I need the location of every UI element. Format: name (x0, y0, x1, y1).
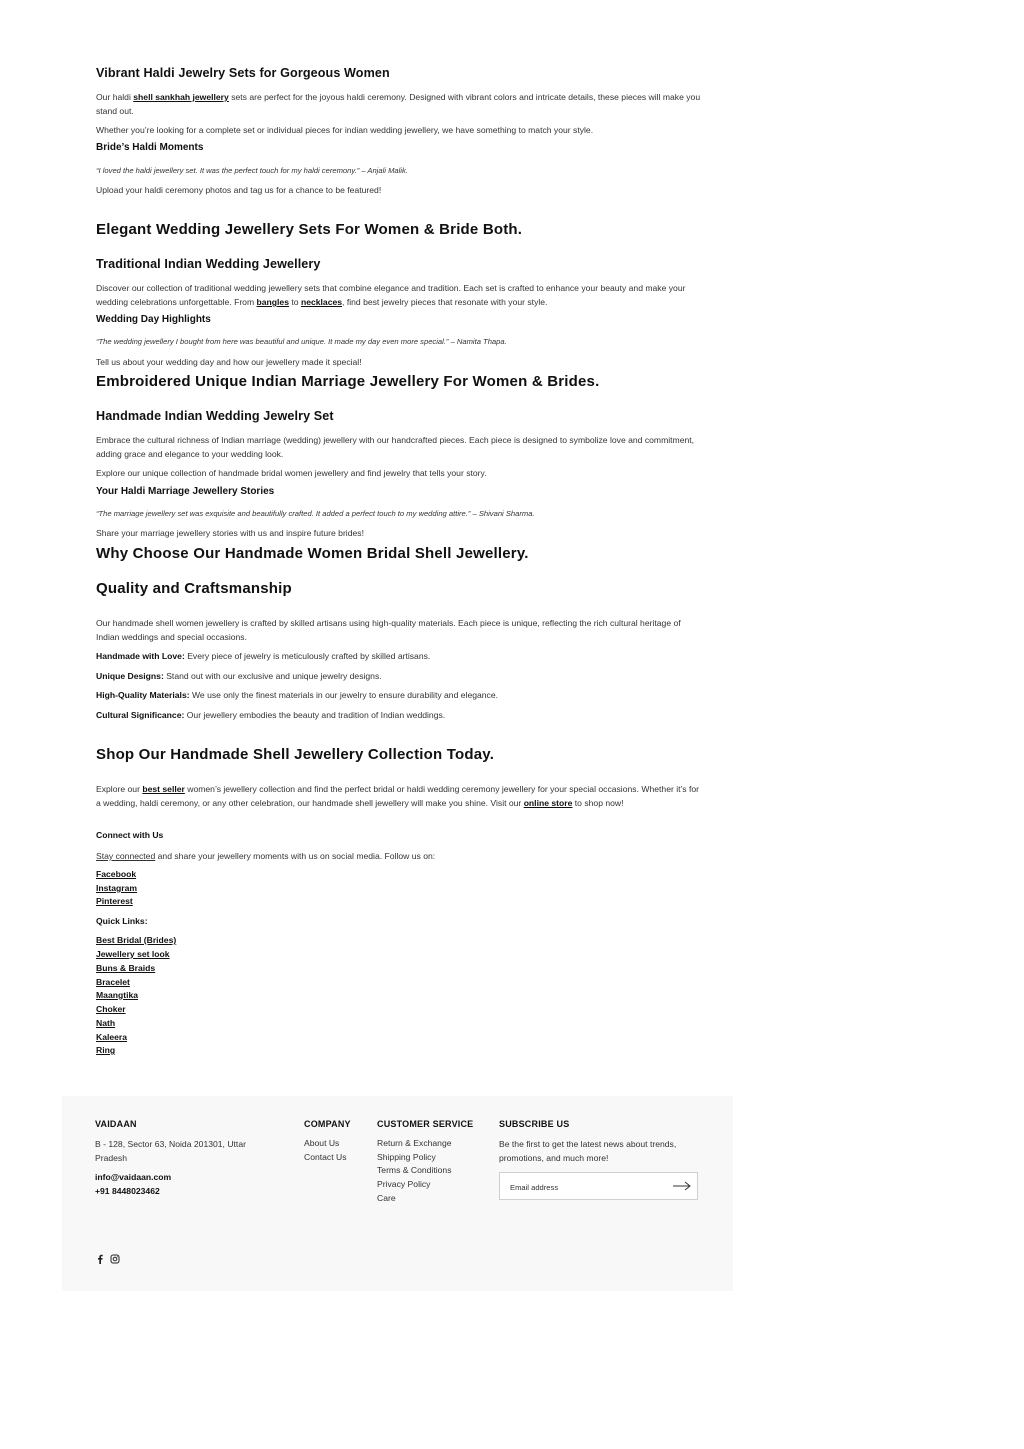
marriage-paragraph-2: Explore our unique collection of handmade bridal women jewellery and find jewelry that tells your story. (96, 468, 487, 478)
facebook-icon[interactable] (96, 1254, 104, 1266)
quick-link-kaleera[interactable]: Kaleera (96, 1032, 128, 1042)
feature-materials: High-Quality Materials: We use only the finest materials in our jewelry to ensure durability and elegance. (96, 690, 499, 700)
wedding-testimonial: “The wedding jewellery I bought from here was beautiful and unique. It made my day even more special.” – Namita Thapa. (96, 337, 507, 346)
footer-customer-service-column (377, 1119, 473, 1206)
instagram-icon[interactable] (110, 1254, 120, 1266)
traditional-wedding-heading: Traditional Indian Wedding Jewellery (96, 257, 321, 271)
footer-care-link[interactable]: Care (377, 1192, 396, 1203)
pinterest-link[interactable]: Pinterest (96, 896, 133, 906)
footer-brand-column (95, 1119, 270, 1198)
footer-shipping-link[interactable]: Shipping Policy (377, 1151, 436, 1162)
section-haldi-title: Vibrant Haldi Jewelry Sets for Gorgeous Women (96, 66, 390, 80)
feature-handmade: Handmade with Love: Every piece of jewelry is meticulously crafted by skilled artisans. (96, 651, 431, 661)
connect-heading: Connect with Us (96, 830, 164, 840)
footer-terms-link[interactable]: Terms & Conditions (377, 1165, 452, 1176)
stay-connected-link[interactable]: Stay connected (96, 851, 156, 861)
newsletter-form (499, 1172, 698, 1200)
brides-haldi-moments-heading: Bride’s Haldi Moments (96, 142, 204, 153)
arrow-right-icon (671, 1179, 693, 1193)
site-footer (62, 1096, 733, 1291)
footer-about-link[interactable]: About Us (304, 1138, 340, 1148)
section-shop-title: Shop Our Handmade Shell Jewellery Collection Today. (96, 746, 495, 763)
quick-link-choker[interactable]: Choker (96, 1004, 126, 1014)
footer-email[interactable]: info@vaidaan.com (95, 1172, 172, 1182)
footer-privacy-link[interactable]: Privacy Policy (377, 1179, 431, 1190)
shell-sankhah-link[interactable]: shell sankhah jewellery (133, 92, 229, 102)
quick-link-ring[interactable]: Ring (96, 1045, 116, 1055)
online-store-link[interactable]: online store (523, 798, 573, 808)
quick-link-buns-braids[interactable]: Buns & Braids (96, 963, 156, 973)
marriage-stories-heading: Your Haldi Marriage Jewellery Stories (96, 486, 275, 497)
section-wedding-title: Elegant Wedding Jewellery Sets For Women & Bride Both. (96, 221, 523, 238)
footer-cs-heading: CUSTOMER SERVICE (377, 1119, 474, 1129)
bangles-link[interactable]: bangles (256, 297, 289, 307)
footer-subscribe-text: Be the first to get the latest news about trends, promotions, and much more! (499, 1139, 677, 1163)
quality-paragraph: Our handmade shell women jewellery is crafted by skilled artisans using high-quality materials. Each piece is unique, reflecting the rich cultural heritage of Indian weddings and special occasions. (96, 618, 681, 642)
handmade-wedding-heading: Handmade Indian Wedding Jewelry Set (96, 409, 334, 423)
newsletter-submit-button[interactable] (671, 1179, 693, 1193)
wedding-cta: Tell us about your wedding day and how our jewellery made it special! (96, 357, 362, 367)
footer-address: B - 128, Sector 63, Noida 201301, Uttar Pradesh (95, 1139, 246, 1163)
quality-craftsmanship-heading: Quality and Craftsmanship (96, 580, 292, 597)
haldi-paragraph-1: Our haldi shell sankhah jewellery sets are perfect for the joyous haldi ceremony. Designed with vibrant colors and intricate details, these pieces will make you stand out. (96, 92, 701, 116)
wedding-paragraph-1: Discover our collection of traditional wedding jewellery sets that combine elegance and tradition. Each set is crafted to enhance your beauty and make your wedding celebrations unforgettable. From bangles to necklaces, find best jewelry pieces that resonate with your style. (96, 283, 686, 307)
footer-subscribe-heading: SUBSCRIBE US (499, 1119, 570, 1129)
stay-connected-paragraph: Stay connected and share your jewellery moments with us on social media. Follow us on: (96, 851, 436, 861)
marriage-paragraph-1: Embrace the cultural richness of Indian marriage (wedding) jewellery with our handcrafted pieces. Each piece is designed to symbolize love and commitment, adding grace and elegance to your wedding look. (96, 435, 695, 459)
quick-link-maangtika[interactable]: Maangtika (96, 990, 139, 1000)
quick-link-best-bridal[interactable]: Best Bridal (Brides) (96, 935, 177, 945)
footer-subscribe-column (499, 1119, 704, 1165)
best-seller-link[interactable]: best seller (142, 784, 185, 794)
haldi-paragraph-2: Whether you’re looking for a complete set or individual pieces for indian wedding jewellery, we have something to match your style. (96, 125, 594, 135)
facebook-link[interactable]: Facebook (96, 869, 137, 879)
necklaces-link[interactable]: necklaces (300, 297, 343, 307)
newsletter-email-input[interactable] (510, 1180, 660, 1194)
quick-link-jewellery-set[interactable]: Jewellery set look (96, 949, 170, 959)
marriage-cta: Share your marriage jewellery stories with us and inspire future brides! (96, 528, 364, 538)
feature-unique-designs: Unique Designs: Stand out with our exclusive and unique jewelry designs. (96, 671, 382, 681)
footer-phone[interactable]: +91 8448023462 (95, 1186, 160, 1196)
footer-company-column (304, 1119, 351, 1164)
section-marriage-title: Embroidered Unique Indian Marriage Jewellery For Women & Brides. (96, 373, 600, 390)
quick-link-nath[interactable]: Nath (96, 1018, 116, 1028)
footer-brand: VAIDAAN (95, 1119, 137, 1129)
wedding-highlights-heading: Wedding Day Highlights (96, 314, 211, 325)
quick-link-bracelet[interactable]: Bracelet (96, 977, 130, 987)
feature-cultural: Cultural Significance: Our jewellery embodies the beauty and tradition of Indian weddings. (96, 710, 446, 720)
footer-contact-link[interactable]: Contact Us (304, 1151, 347, 1162)
haldi-testimonial: “I loved the haldi jewellery set. It was the perfect touch for my haldi ceremony.” – Anjali Malik. (96, 166, 408, 175)
footer-return-link[interactable]: Return & Exchange (377, 1138, 452, 1148)
instagram-link[interactable]: Instagram (96, 883, 138, 893)
shop-paragraph: Explore our best seller women’s jewellery collection and find the perfect bridal or haldi wedding ceremony jewellery for your special occasions. Whether it’s for a wedding, haldi ceremony, or any other celebration, our handmade shell jewellery will make you shine. Visit our online store to shop now! (96, 784, 699, 808)
section-why-choose-title: Why Choose Our Handmade Women Bridal Shell Jewellery. (96, 545, 529, 562)
haldi-cta: Upload your haldi ceremony photos and tag us for a chance to be featured! (96, 185, 382, 195)
marriage-testimonial: “The marriage jewellery set was exquisite and beautifully crafted. It added a perfect touch to my wedding attire.” – Shivani Sharma. (96, 509, 535, 518)
quick-links-heading: Quick Links: (96, 916, 148, 926)
footer-company-heading: COMPANY (304, 1119, 351, 1129)
